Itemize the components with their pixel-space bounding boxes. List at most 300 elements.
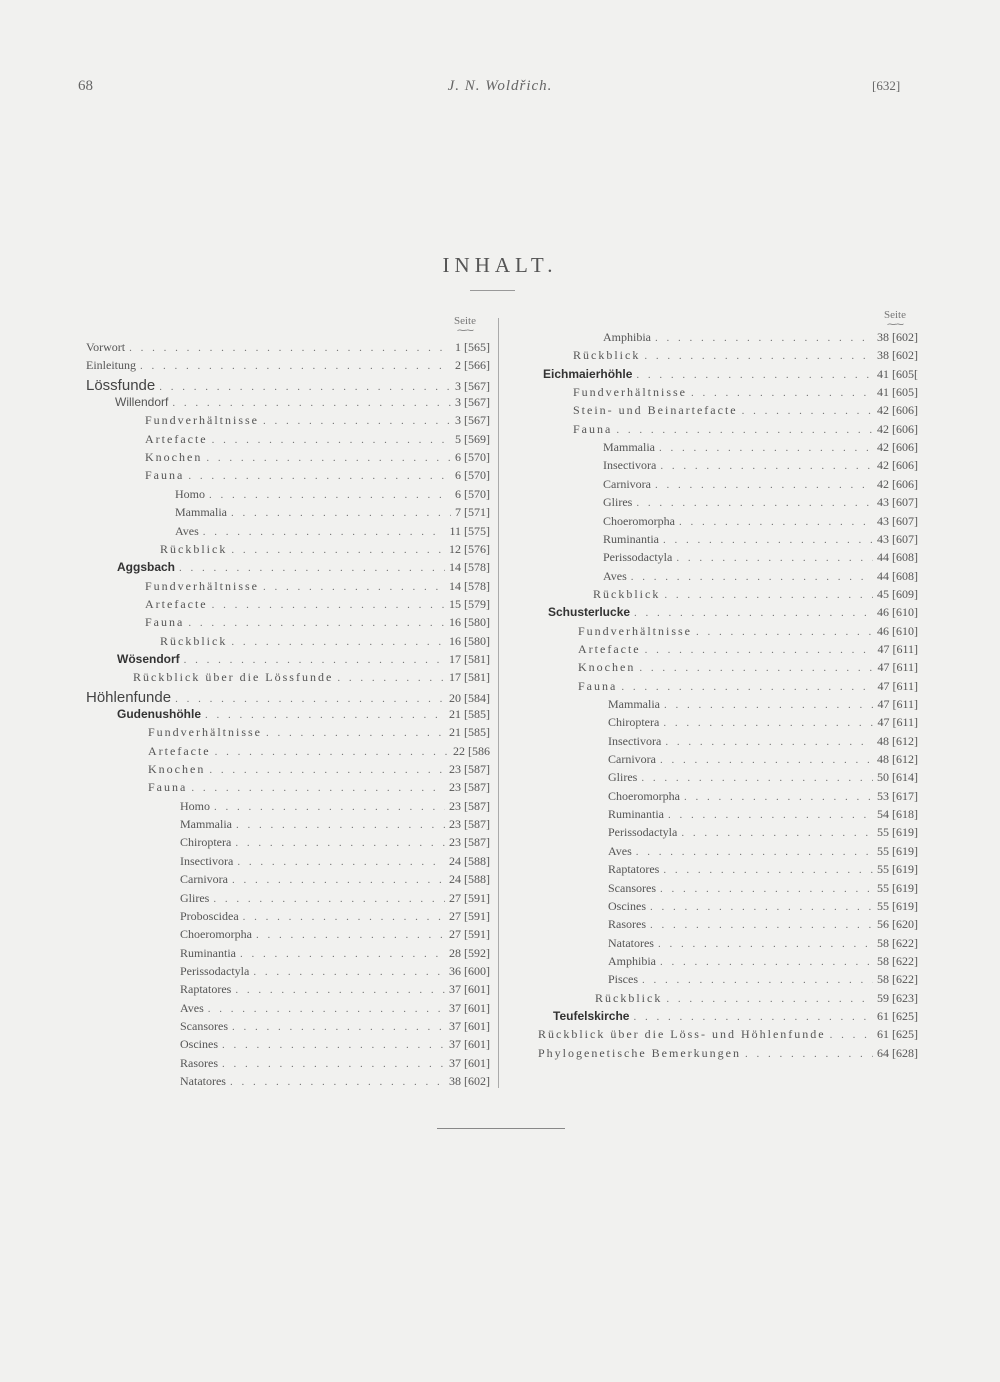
toc-leader-dots: [691, 387, 873, 399]
toc-entry-label: Knochen: [148, 762, 206, 777]
toc-leader-dots: [655, 332, 873, 344]
toc-entry: [180, 835, 490, 850]
toc-entry: [573, 422, 918, 437]
toc-entry: [548, 605, 918, 620]
toc-leader-dots: [256, 929, 445, 941]
toc-entry: [608, 825, 918, 840]
toc-leader-dots: [222, 1039, 445, 1051]
toc-entry-page: 5 [569]: [455, 431, 490, 446]
toc-entry: [578, 642, 918, 657]
toc-entry: [543, 367, 918, 382]
toc-leader-dots: [668, 809, 873, 821]
toc-entry: [117, 560, 490, 575]
toc-entry: [593, 587, 918, 602]
toc-entry: [180, 1074, 490, 1089]
toc-entry: [608, 697, 918, 712]
toc-entry-page: 50 [614]: [877, 770, 918, 785]
toc-entry-label: Rückblick: [593, 586, 661, 601]
toc-entry-page: 7 [571]: [455, 505, 490, 520]
toc-leader-dots: [263, 415, 451, 427]
toc-leader-dots: [639, 662, 873, 674]
toc-entry: [573, 385, 918, 400]
toc-entry-page: 16 [580]: [449, 633, 490, 648]
toc-entry: [180, 799, 490, 814]
seite-label-right: Seite: [884, 309, 906, 321]
toc-entry: [180, 1019, 490, 1034]
toc-entry-label: Fundverhältnisse: [145, 413, 259, 428]
toc-entry-label: Homo: [175, 486, 205, 501]
toc-leader-dots: [663, 864, 873, 876]
column-divider: [498, 318, 499, 1088]
toc-leader-dots: [231, 544, 445, 556]
toc-leader-dots: [232, 874, 445, 886]
toc-entry-page: 27 [591]: [449, 908, 490, 923]
toc-entry-label: Schusterlucke: [548, 605, 631, 620]
toc-leader-dots: [660, 460, 873, 472]
toc-entry: [180, 1001, 490, 1016]
toc-entry: [578, 679, 918, 694]
toc-entry-label: Mammalia: [603, 440, 655, 455]
toc-entry-label: Perissodactyla: [608, 825, 678, 840]
toc-entry-page: 37 [601]: [449, 1055, 490, 1070]
toc-entry-label: Phylogenetische Bemerkungen: [538, 1045, 741, 1060]
toc-entry-label: Fauna: [145, 468, 185, 483]
toc-entry: [608, 752, 918, 767]
toc-entry: [180, 891, 490, 906]
toc-entry: [180, 1056, 490, 1071]
toc-entry-label: Carnivora: [180, 872, 228, 887]
toc-entry-page: 55 [619]: [877, 880, 918, 895]
page-title: INHALT.: [442, 253, 558, 277]
toc-entry-label: Lössfunde: [86, 376, 156, 394]
toc-leader-dots: [665, 736, 873, 748]
toc-entry-page: 47 [611]: [877, 715, 918, 730]
toc-entry-label: Perissodactyla: [180, 963, 250, 978]
toc-entry-label: Artefacte: [145, 431, 208, 446]
toc-entry-label: Rückblick: [595, 990, 663, 1005]
toc-entry-label: Mammalia: [180, 817, 232, 832]
toc-entry-label: Scansores: [180, 1018, 228, 1033]
toc-leader-dots: [243, 911, 445, 923]
toc-entry-page: 38 [602]: [877, 330, 918, 344]
toc-leader-dots: [664, 589, 873, 601]
toc-entry-page: 42 [606]: [877, 476, 918, 491]
toc-entry-label: Glires: [603, 495, 633, 510]
toc-entry-page: 42 [606]: [877, 440, 918, 455]
toc-leader-dots: [129, 342, 451, 354]
toc-entry: [180, 982, 490, 997]
original-page-ref: [632]: [872, 78, 901, 93]
toc-entry: [608, 954, 918, 969]
toc-leader-dots: [222, 1058, 445, 1070]
toc-entry-page: 17 [581]: [449, 670, 490, 685]
toc-entry-label: Natatores: [180, 1074, 226, 1088]
toc-entry-label: Mammalia: [175, 505, 227, 520]
toc-entry-page: 56 [620]: [877, 917, 918, 932]
toc-entry: [180, 1037, 490, 1052]
toc-entry: [608, 862, 918, 877]
toc-entry-page: 38 [602]: [877, 348, 918, 363]
toc-entry-page: 14 [578]: [449, 560, 490, 575]
toc-entry-page: 37 [601]: [449, 982, 490, 997]
toc-entry-label: Glires: [608, 770, 638, 785]
toc-entry-label: Fundverhältnisse: [573, 385, 687, 400]
toc-leader-dots: [231, 636, 445, 648]
toc-leader-dots: [188, 470, 451, 482]
toc-leader-dots: [660, 956, 873, 968]
toc-entry-label: Oscines: [180, 1037, 218, 1052]
toc-entry: [148, 762, 490, 777]
toc-entry-page: 21 [585]: [449, 707, 490, 721]
toc-entry: [148, 725, 490, 740]
toc-entry: [117, 707, 490, 722]
toc-entry-label: Stein- und Beinartefacte: [573, 403, 738, 418]
toc-entry-page: 17 [581]: [449, 651, 490, 666]
seite-tilde-right: ⁓⁓: [887, 319, 903, 329]
toc-entry-page: 27 [591]: [449, 890, 490, 905]
toc-entry-label: Rückblick: [160, 633, 228, 648]
toc-entry-page: 20 [584]: [449, 690, 490, 705]
toc-entry-label: Amphibia: [603, 330, 651, 344]
toc-leader-dots: [253, 966, 445, 978]
toc-entry-label: Ruminantia: [603, 531, 659, 546]
toc-entry: [160, 542, 490, 557]
toc-entry: [145, 432, 490, 447]
toc-entry-label: Artefacte: [148, 743, 211, 758]
toc-entry-label: Aggsbach: [117, 560, 176, 575]
toc-entry-page: 23 [587]: [449, 835, 490, 850]
toc-entry-label: Fundverhältnisse: [578, 623, 692, 638]
toc-leader-dots: [663, 534, 873, 546]
toc-leader-dots: [263, 581, 445, 593]
toc-entry-label: Natatores: [608, 935, 654, 950]
toc-leader-dots: [140, 360, 451, 372]
toc-entry-page: 11 [575]: [449, 523, 490, 538]
toc-entry-label: Proboscidea: [180, 908, 239, 923]
toc-leader-dots: [237, 856, 445, 868]
toc-entry: [180, 909, 490, 924]
toc-entry-page: 58 [622]: [877, 935, 918, 950]
toc-leader-dots: [175, 693, 445, 705]
toc-entry-page: 55 [619]: [877, 898, 918, 913]
toc-entry-page: 48 [612]: [877, 733, 918, 748]
toc-leader-dots: [664, 699, 873, 711]
toc-entry-label: Rückblick über die Lössfunde: [133, 670, 334, 685]
toc-entry-page: 6 [570]: [455, 486, 490, 501]
toc-leader-dots: [641, 772, 873, 784]
toc-leader-dots: [205, 709, 445, 721]
toc-entry: [180, 964, 490, 979]
toc-entry-label: Rückblick: [160, 541, 228, 556]
toc-entry-page: 61 [625]: [877, 1008, 918, 1023]
toc-entry: [608, 936, 918, 951]
toc-leader-dots: [830, 1029, 873, 1041]
toc-entry-page: 42 [606]: [877, 403, 918, 418]
toc-entry: [145, 450, 490, 465]
toc-leader-dots: [159, 381, 451, 393]
toc-entry-label: Oscines: [608, 898, 646, 913]
toc-entry-page: 47 [611]: [877, 697, 918, 711]
toc-leader-dots: [206, 452, 451, 464]
toc-entry-page: 38 [602]: [449, 1074, 490, 1088]
toc-entry: [115, 395, 490, 410]
toc-entry-page: 37 [601]: [449, 1000, 490, 1015]
toc-entry-label: Artefacte: [578, 641, 641, 656]
toc-entry-label: Scansores: [608, 880, 656, 895]
toc-entry-page: 47 [611]: [877, 678, 918, 693]
toc-entry-page: 3 [567]: [455, 378, 490, 393]
toc-entry-page: 55 [619]: [877, 843, 918, 858]
toc-entry-page: 14 [578]: [449, 578, 490, 593]
toc-entry: [180, 927, 490, 942]
toc-entry-label: Fauna: [145, 615, 185, 630]
toc-entry-page: 43 [607]: [877, 531, 918, 546]
toc-leader-dots: [631, 571, 873, 583]
toc-entry-label: Willendorf: [115, 395, 169, 410]
toc-entry-label: Knochen: [578, 660, 636, 675]
toc-entry: [160, 634, 490, 649]
toc-entry-page: 42 [606]: [877, 421, 918, 436]
toc-entry: [573, 403, 918, 418]
seite-header-left: [435, 315, 495, 333]
toc-leader-dots: [240, 948, 445, 960]
toc-entry-page: 12 [576]: [449, 541, 490, 556]
toc-entry-label: Knochen: [145, 450, 203, 465]
toc-entry: [180, 854, 490, 869]
toc-entry-label: Pisces: [608, 972, 638, 987]
toc-entry-page: 6 [570]: [455, 468, 490, 483]
toc-entry: [538, 1027, 918, 1042]
toc-leader-dots: [232, 1021, 445, 1033]
toc-entry-page: 23 [587]: [449, 798, 490, 813]
toc-leader-dots: [642, 974, 873, 986]
toc-leader-dots: [645, 644, 874, 656]
toc-entry-label: Fundverhältnisse: [148, 725, 262, 740]
toc-leader-dots: [636, 497, 873, 509]
toc-leader-dots: [214, 801, 445, 813]
toc-leader-dots: [235, 837, 445, 849]
toc-entry-page: 6 [570]: [455, 450, 490, 465]
toc-leader-dots: [681, 827, 873, 839]
toc-entry: [86, 358, 490, 373]
toc-leader-dots: [696, 626, 873, 638]
toc-leader-dots: [203, 526, 446, 538]
toc-entry: [603, 514, 918, 529]
toc-entry-page: 59 [623]: [877, 990, 918, 1005]
toc-entry: [573, 348, 918, 363]
toc-entry-label: Rückblick: [573, 348, 641, 363]
toc-leader-dots: [676, 552, 873, 564]
toc-entry-page: 36 [600]: [449, 963, 490, 978]
bottom-rule: [437, 1128, 565, 1129]
toc-entry-label: Choeromorpha: [180, 927, 252, 942]
toc-leader-dots: [212, 599, 445, 611]
toc-entry-page: 64 [628]: [877, 1045, 918, 1060]
toc-entry-page: 15 [579]: [449, 596, 490, 611]
toc-entry-page: 23 [587]: [449, 762, 490, 777]
toc-entry: [145, 468, 490, 483]
toc-entry: [538, 1046, 918, 1061]
toc-entry: [603, 495, 918, 510]
toc-leader-dots: [655, 479, 873, 491]
toc-entry-page: 27 [591]: [449, 927, 490, 942]
toc-entry: [148, 780, 490, 795]
toc-leader-dots: [633, 1011, 873, 1023]
toc-leader-dots: [179, 562, 445, 574]
toc-entry: [145, 579, 490, 594]
toc-entry-label: Insectivora: [608, 733, 662, 748]
toc-entry-label: Chiroptera: [608, 715, 660, 730]
toc-entry-label: Artefacte: [145, 596, 208, 611]
toc-entry-label: Homo: [180, 798, 210, 813]
toc-leader-dots: [650, 901, 873, 913]
toc-leader-dots: [266, 727, 445, 739]
toc-entry-page: 28 [592]: [449, 945, 490, 960]
toc-entry: [608, 881, 918, 896]
toc-leader-dots: [644, 350, 873, 362]
toc-entry: [603, 458, 918, 473]
toc-entry-page: 47 [611]: [877, 641, 918, 656]
toc-leader-dots: [213, 893, 445, 905]
toc-entry-label: Fauna: [578, 678, 618, 693]
toc-entry-page: 55 [619]: [877, 862, 918, 877]
toc-entry-page: 55 [619]: [877, 825, 918, 840]
toc-entry-page: 23 [587]: [449, 817, 490, 832]
toc-entry-label: Aves: [175, 523, 199, 538]
toc-leader-dots: [636, 369, 873, 381]
toc-entry-label: Raptatores: [180, 982, 232, 997]
toc-entry: [86, 689, 490, 706]
toc-entry: [180, 872, 490, 887]
toc-entry: [608, 734, 918, 749]
toc-entry-page: 61 [625]: [877, 1027, 918, 1042]
toc-entry: [86, 377, 490, 394]
toc-leader-dots: [684, 791, 873, 803]
toc-entry-page: 54 [618]: [877, 807, 918, 822]
toc-entry-label: Ruminantia: [180, 945, 236, 960]
toc-leader-dots: [663, 717, 873, 729]
toc-leader-dots: [212, 434, 451, 446]
toc-leader-dots: [658, 938, 873, 950]
toc-entry: [608, 844, 918, 859]
seite-tilde-left: ⁓⁓: [457, 325, 473, 335]
page-number: 68: [78, 78, 93, 94]
toc-entry: [180, 817, 490, 832]
toc-entry-page: 58 [622]: [877, 972, 918, 987]
toc-entry: [608, 789, 918, 804]
toc-entry-label: Raptatores: [608, 862, 660, 877]
toc-leader-dots: [634, 607, 873, 619]
toc-entry-page: 46 [610]: [877, 605, 918, 620]
toc-entry: [595, 991, 918, 1006]
toc-leader-dots: [337, 672, 445, 684]
toc-entry-label: Mammalia: [608, 697, 660, 711]
toc-entry-label: Carnivora: [608, 752, 656, 767]
toc-entry-label: Rasores: [608, 917, 646, 932]
toc-leader-dots: [215, 746, 449, 758]
toc-entry-page: 43 [607]: [877, 495, 918, 510]
seite-header-right: [865, 309, 925, 327]
toc-entry: [578, 660, 918, 675]
toc-leader-dots: [660, 754, 873, 766]
toc-entry-label: Choeromorpha: [608, 788, 680, 803]
toc-leader-dots: [231, 507, 451, 519]
toc-leader-dots: [209, 764, 445, 776]
toc-leader-dots: [209, 489, 451, 501]
toc-entry-page: 53 [617]: [877, 788, 918, 803]
toc-entry-page: 45 [609]: [877, 586, 918, 601]
toc-entry: [603, 440, 918, 455]
toc-leader-dots: [616, 424, 873, 436]
toc-entry-page: 16 [580]: [449, 615, 490, 630]
toc-entry: [175, 487, 490, 502]
toc-leader-dots: [650, 919, 873, 931]
toc-leader-dots: [172, 397, 451, 409]
toc-entry-page: 2 [566]: [455, 358, 490, 373]
toc-entry-label: Einleitung: [86, 358, 136, 373]
toc-entry: [578, 624, 918, 639]
toc-entry-label: Carnivora: [603, 476, 651, 491]
toc-entry-label: Rasores: [180, 1055, 218, 1070]
toc-leader-dots: [742, 405, 873, 417]
toc-entry-page: 37 [601]: [449, 1037, 490, 1052]
toc-entry-page: 46 [610]: [877, 623, 918, 638]
toc-entry-page: 21 [585]: [449, 725, 490, 740]
toc-leader-dots: [660, 883, 873, 895]
toc-entry: [608, 917, 918, 932]
toc-entry: [608, 770, 918, 785]
toc-entry-label: Rückblick über die Löss- und Höhlenfunde: [538, 1027, 826, 1042]
toc-entry: [603, 330, 918, 345]
toc-entry: [608, 807, 918, 822]
toc-leader-dots: [191, 782, 445, 794]
toc-entry-page: 44 [608]: [877, 550, 918, 565]
toc-entry: [608, 972, 918, 987]
toc-entry-label: Perissodactyla: [603, 550, 673, 565]
toc-entry-label: Fundverhältnisse: [145, 578, 259, 593]
toc-leader-dots: [621, 681, 873, 693]
toc-entry-label: Fauna: [573, 421, 613, 436]
toc-entry-label: Choeromorpha: [603, 513, 675, 528]
toc-entry-label: Amphibia: [608, 953, 656, 968]
toc-entry-label: Teufelskirche: [553, 1008, 630, 1023]
toc-entry: [117, 652, 490, 667]
toc-entry: [145, 597, 490, 612]
toc-leader-dots: [679, 516, 873, 528]
toc-entry-label: Chiroptera: [180, 835, 232, 850]
toc-entry-label: Aves: [608, 843, 632, 858]
toc-leader-dots: [659, 442, 873, 454]
toc-entry-label: Wösendorf: [117, 651, 180, 666]
toc-entry: [175, 524, 490, 539]
toc-entry: [145, 413, 490, 428]
toc-leader-dots: [236, 819, 445, 831]
toc-entry-page: 1 [565]: [455, 340, 490, 354]
toc-entry-label: Insectivora: [603, 458, 657, 473]
toc-leader-dots: [208, 1003, 445, 1015]
toc-entry: [603, 550, 918, 565]
toc-entry-label: Insectivora: [180, 853, 234, 868]
toc-entry-page: 3 [567]: [455, 395, 490, 410]
toc-entry-label: Höhlenfunde: [86, 688, 172, 706]
toc-entry: [133, 670, 490, 685]
toc-entry: [603, 477, 918, 492]
toc-entry-label: Ruminantia: [608, 807, 664, 822]
toc-entry-label: Vorwort: [86, 340, 126, 354]
toc-entry: [603, 569, 918, 584]
toc-entry-page: 37 [601]: [449, 1018, 490, 1033]
toc-entry-label: Glires: [180, 890, 210, 905]
